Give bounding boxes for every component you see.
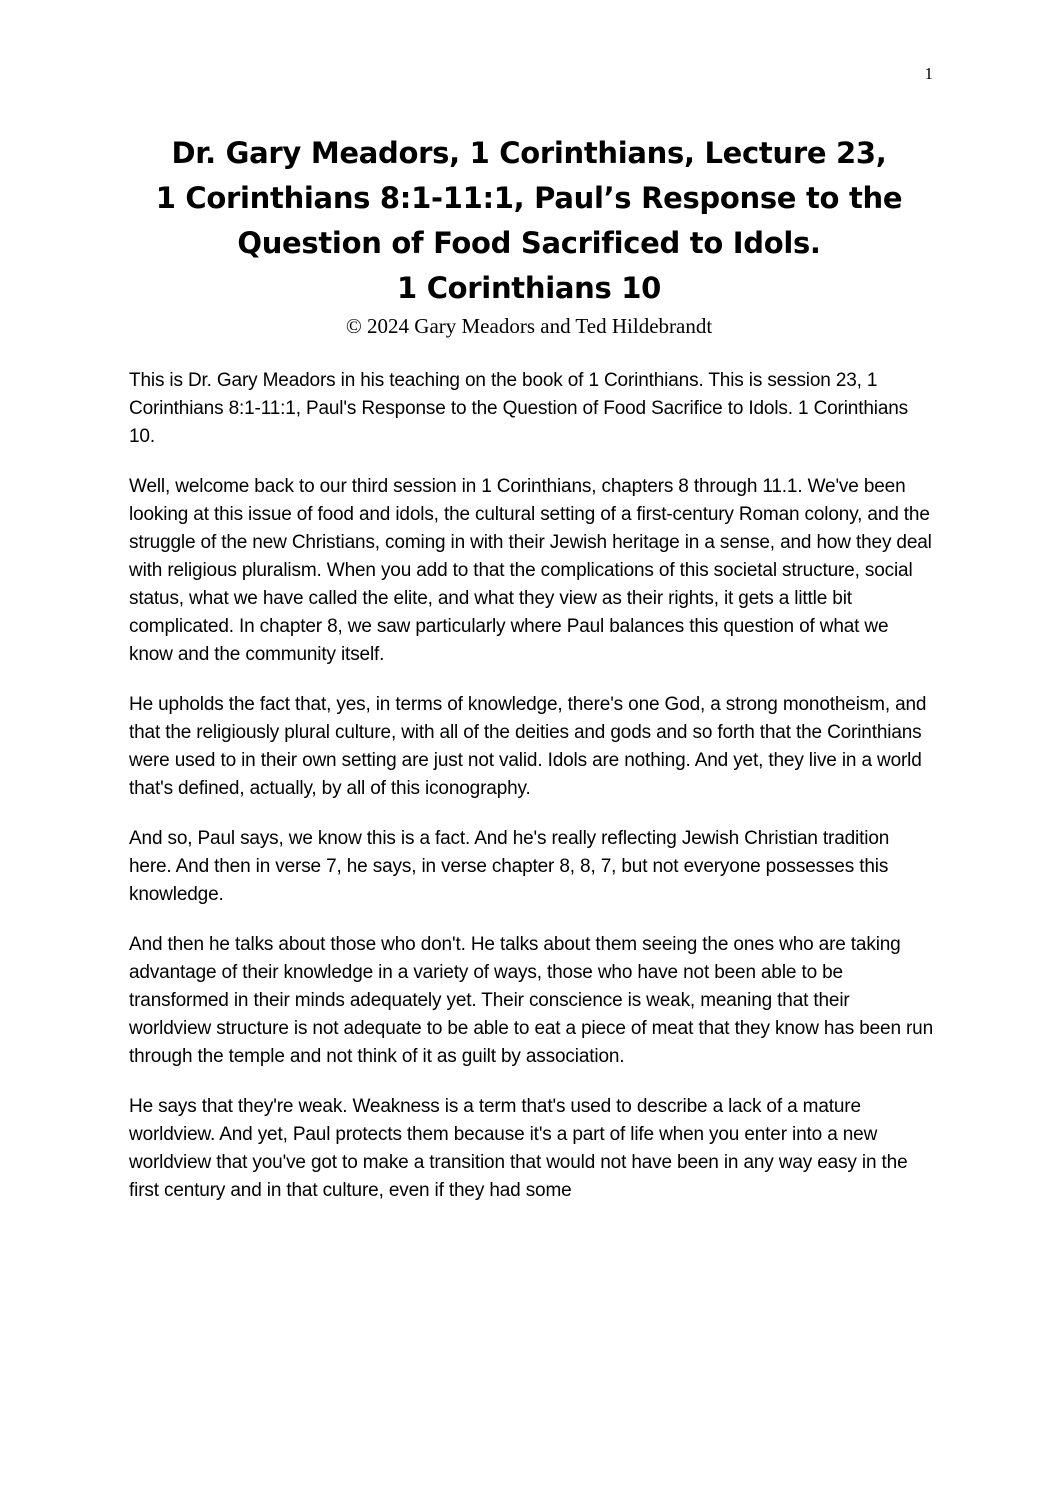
paragraph: He upholds the fact that, yes, in terms of knowledge, there's one God, a strong monotheism, and that the religiously plural culture, with all of the deities and gods and so forth that the Corinthians were used to in their own setting are just not valid. Idols are nothing. And yet, they live in a world that's defined, actually, by all of this iconography. [129,694,927,799]
paragraph: Well, welcome back to our third session in 1 Corinthians, chapters 8 through 11.1. We've been looking at this issue of food and idols, the cultural setting of a first-century Roman colony, and the struggle of the new Christians, coming in with their Jewish heritage in a sense, and how they deal with religious pluralism. When you add to that the complications of this societal structure, social status, what we have called the elite, and what they view as their rights, it gets a little bit complicated. In chapter 8, we saw particularly where Paul balances this question of what we know and the community itself. [129,476,932,665]
title-line-4: 1 Corinthians 10 [397,271,661,305]
paragraph: This is Dr. Gary Meadors in his teaching on the book of 1 Corinthians. This is session 23, 1 Corinthians 8:1-11:1, Paul's Response to the Question of Food Sacrifice to Idols. 1 Corinthians 10. [129,370,909,447]
copyright-notice: © 2024 Gary Meadors and Ted Hildebrandt [345,314,713,338]
document-title [120,131,938,339]
title-line-1: Dr. Gary Meadors, 1 Corinthians, Lecture 23, [171,136,887,170]
paragraph: And so, Paul says, we know this is a fact. And he's really reflecting Jewish Christian tradition here. And then in verse 7, he says, in verse chapter 8, 8, 7, but not everyone possesses this knowledge. [129,828,890,905]
page-number: 1 [924,64,933,83]
title-line-2: 1 Corinthians 8:1-11:1, Paul’s Response to the [155,181,903,215]
title-line-3: Question of Food Sacrificed to Idols. [237,226,821,260]
paragraph: And then he talks about those who don't. He talks about them seeing the ones who are taking advantage of their knowledge in a variety of ways, those who have not been able to be transformed in their minds adequately yet. Their conscience is weak, meaning that their worldview structure is not adequate to be able to eat a piece of meat that they know has been run through the temple and not think of it as guilt by association. [129,934,934,1067]
transcript-body [129,367,935,1227]
paragraph: He says that they're weak. Weakness is a term that's used to describe a lack of a mature worldview. And yet, Paul protects them because it's a part of life when you enter into a new worldview that you've got to make a transition that would not have been in any way easy in the first century and in that culture, even if they had some [129,1096,908,1201]
